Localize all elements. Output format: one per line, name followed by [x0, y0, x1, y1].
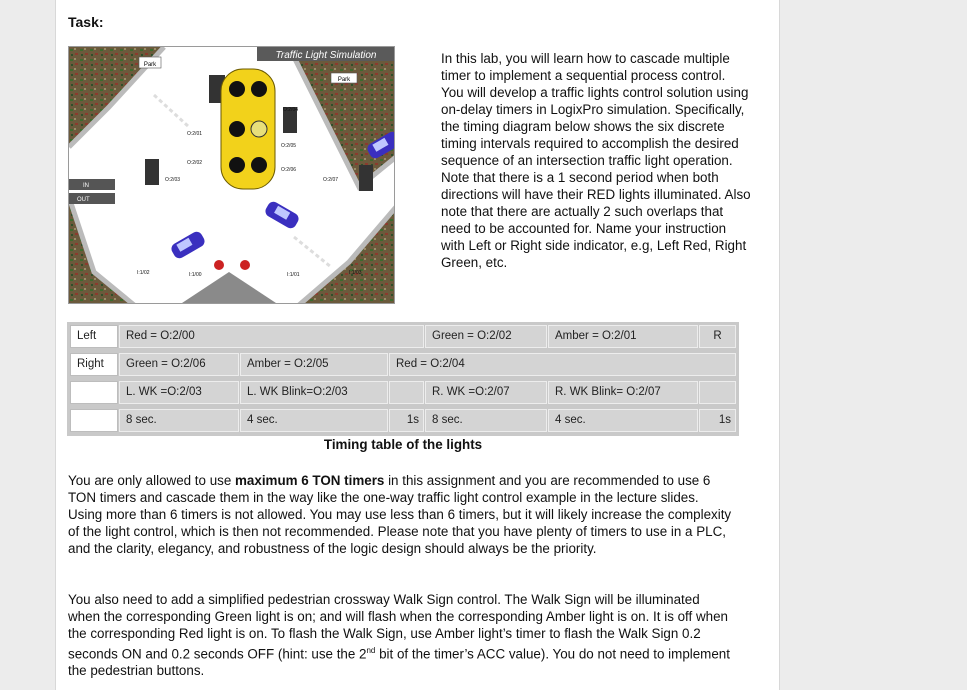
left-amber-cell: Amber = O:2/01	[548, 325, 698, 348]
timing-table	[67, 322, 739, 436]
row3-gap-cell	[389, 381, 424, 404]
simulation-title: Traffic Light Simulation	[275, 50, 377, 61]
interval-6-duration: 1s	[699, 409, 736, 432]
label-o207: O:2/07	[323, 177, 339, 183]
left-red-cell: Red = O:2/00	[119, 325, 424, 348]
walk-sign-paragraph	[68, 591, 734, 679]
task-heading: Task:	[68, 14, 104, 30]
out-indicator-label: OUT	[77, 197, 90, 203]
row-blank-4	[70, 409, 118, 432]
interval-3-duration: 1s	[389, 409, 424, 432]
label-i101: I:1/01	[287, 272, 300, 278]
left-green-cell: Green = O:2/02	[425, 325, 547, 348]
right-walk-cell: R. WK =O:2/07	[425, 381, 547, 404]
interval-2-duration: 4 sec.	[240, 409, 388, 432]
walk-sign-intro: You also need to add a simplified pedestrian crossway Walk Sign control. The Walk Sign will be illuminated when the corresponding Green light is on; and will flash when the corresponding Amber light is on. It is off when the corresponding Red light is on. To flash the Walk Sign, use Amber light’s timer to flash the Walk Sign 0.2 seconds ON and 0.2 seconds OFF (hint: use the 2	[68, 592, 728, 662]
left-walk-blink-cell: L. WK Blink=O:2/03	[240, 381, 388, 404]
light-amber-right	[251, 121, 267, 137]
light-green-right	[251, 157, 267, 173]
light-amber-left	[229, 121, 245, 137]
document-page	[55, 0, 780, 690]
ped-button-left	[214, 260, 224, 270]
walk-sign-body: bit of the timer’s ACC value). You do not need to implement the pedestrian buttons.	[68, 646, 730, 679]
label-o205: O:2/05	[281, 143, 297, 149]
right-walk-blink-cell: R. WK Blink= O:2/07	[548, 381, 698, 404]
interval-1-duration: 8 sec.	[119, 409, 239, 432]
timer-limit-body: in this assignment and you are recommended to use 6 TON timers and cascade them in the way like the one-way traffic light control example in the lecture slides. Using more than 6 timers is not allowed. You may use less than 6 timers, but it will likely increase the complexity of the light control, which is then not recommended. Please note that you have plenty of timers to use in a PLC, and the clarity, elegancy, and robustness of the logic design should always be the priority.	[68, 473, 732, 556]
interval-5-duration: 4 sec.	[548, 409, 698, 432]
intro-paragraph: In this lab, you will learn how to cascade multiple timer to implement a sequential process control. You will develop a traffic lights control solution using on-delay timers in LogixPro simulation. Specifically, the timing diagram below shows the six discrete timing intervals required to accomplish the desired sequence of an intersection traffic light operation. Note that there is a 1 second period when both directions will have their RED lights illuminated. Also note that there are actually 2 such overlaps that need to be accounted for. Name your instruction with Left or Right side indicator, e.g, Left Red, Right Green, etc.	[441, 51, 751, 270]
right-amber-cell: Amber = O:2/05	[240, 353, 388, 376]
timer-limit-paragraph	[68, 472, 734, 557]
label-o204: O:2/04	[283, 107, 299, 113]
row-blank-3	[70, 381, 118, 404]
light-red-left	[229, 81, 245, 97]
label-o201: O:2/01	[187, 131, 203, 137]
label-i103: I:1/03	[349, 270, 362, 276]
left-red-end-cell: R	[699, 325, 736, 348]
label-i100: I:1/00	[189, 272, 202, 278]
label-o202: O:2/02	[187, 160, 203, 166]
signal-head-right	[359, 165, 373, 191]
signal-head-left	[145, 159, 159, 185]
left-walk-cell: L. WK =O:2/03	[119, 381, 239, 404]
timer-limit-emphasis: maximum 6 TON timers	[235, 473, 385, 488]
in-indicator-label: IN	[83, 183, 89, 189]
label-o203: O:2/03	[165, 177, 181, 183]
traffic-light-simulation-image	[68, 46, 395, 304]
park-left-label: Park	[143, 62, 157, 68]
park-right-label: Park	[337, 77, 351, 83]
row3-end-cell	[699, 381, 736, 404]
ped-button-right	[240, 260, 250, 270]
ordinal-suffix: nd	[366, 646, 376, 655]
timer-limit-intro: You are only allowed to use	[68, 473, 236, 488]
label-o206: O:2/06	[281, 167, 297, 173]
interval-4-duration: 8 sec.	[425, 409, 547, 432]
row-label-left: Left	[70, 325, 118, 348]
row-label-right: Right	[70, 353, 118, 376]
light-green-left	[229, 157, 245, 173]
intersection-illustration	[69, 47, 395, 304]
timing-table-caption: Timing table of the lights	[323, 437, 483, 452]
label-i102: I:1/02	[137, 270, 150, 276]
right-green-cell: Green = O:2/06	[119, 353, 239, 376]
light-red-right	[251, 81, 267, 97]
right-red-cell: Red = O:2/04	[389, 353, 736, 376]
